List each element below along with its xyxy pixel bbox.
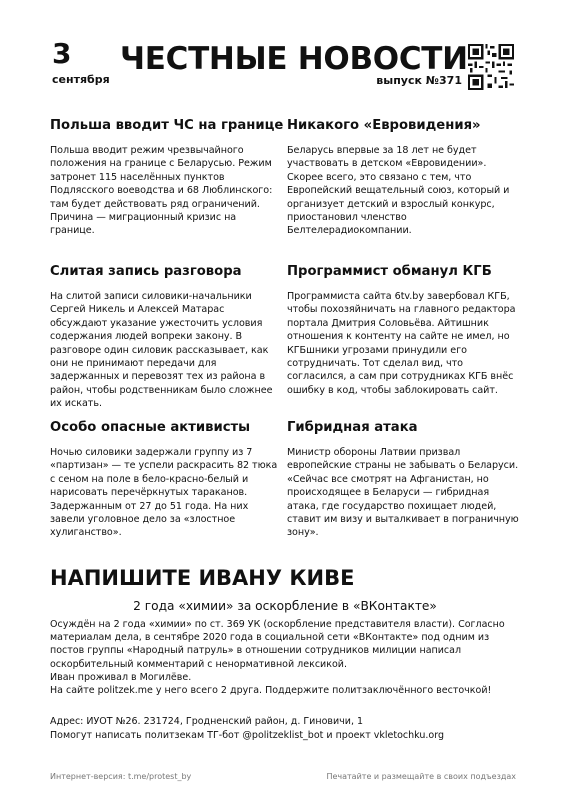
masthead-title: ЧЕСТНЫЕ НОВОСТИ bbox=[120, 41, 468, 77]
article-title: Программист обманул КГБ bbox=[287, 264, 492, 279]
article-title: Особо опасные активисты bbox=[50, 420, 251, 435]
article-body: На слитой записи силовики-начальники Сергей Никель и Алексей Матарас обсуждают указание ужесточить условия содержания людей вопреки закону. В разговоре один силовик рассказывает, как они не принимают передачи для задержанных и перевозят тех из района в район, чтобы родственникам было сложнее их искать. bbox=[50, 291, 273, 410]
article-body: Ночью силовики задержали группу из 7 «партизан» — те успели раскрасить 82 тюка с сеном на поле в бело-красно-белый и нарисовать перечёркнутых тараканов. Задержанным от 27 до 51 года. На них завели уголовное дело за «злостное хулиганство». bbox=[50, 447, 278, 539]
article-body: Беларусь впервые за 18 лет не будет участвовать в детском «Евровидении». Скорее всего, это связано с тем, что Европейский вещательный союз, который и организует детский и взрослый конкурс, приостановил членство Белтелерадиокомпании. bbox=[287, 145, 510, 237]
date-day: 3 bbox=[52, 37, 72, 70]
article-body: Польша вводит режим чрезвычайного положения на границе с Беларусью. Режим затронет 115 населённых пунктов Подлясского воеводства и 68 Люблинского: там будет действовать ряд ограничений. Причина — миграционный кризис на границе. bbox=[50, 145, 273, 237]
date-month: сентября bbox=[52, 73, 110, 86]
appeal-body bbox=[50, 618, 520, 697]
article-body: Министр обороны Латвии призвал европейские страны не забывать о Беларуси. «Сейчас все смотрят на Афганистан, но происходящее в Беларуси — гибридная атака, где государство похищает людей, ставит им визу и выталкивает в пограничную зону». bbox=[287, 447, 519, 539]
article-title: Гибридная атака bbox=[287, 420, 418, 435]
issue-number: выпуск №371 bbox=[376, 74, 462, 87]
appeal-paragraph: Иван проживал в Могилёве. bbox=[50, 671, 192, 683]
article-hybrid-attack bbox=[287, 420, 519, 540]
prison-address: Адрес: ИУОТ №26. 231724, Гродненский район, д. Гиновичи, 1 bbox=[50, 716, 364, 727]
contacts bbox=[50, 715, 520, 743]
article-title: Никакого «Евровидения» bbox=[287, 118, 481, 133]
footer-web-link: Интернет-версия: t.me/protest_by bbox=[50, 772, 192, 781]
article-body: Программиста сайта 6tv.by завербовал КГБ, чтобы похозяйничать на главного редактора портала Дмитрия Соловьёва. Айтишник отношения к контенту на сайте не имел, но КГБшники угрозами принудили его сотрудничать. Тот сделал вид, что согласился, а сам при сотрудниках КГБ внёс ошибку в код, чтобы заблокировать сайт. bbox=[287, 291, 516, 396]
article-title: Польша вводит ЧС на границе bbox=[50, 118, 284, 133]
article-activists bbox=[50, 420, 282, 540]
appeal-subtitle: 2 года «химии» за оскорбление в «ВКонтакте» bbox=[133, 599, 437, 613]
appeal-paragraph: Осуждён на 2 года «химии» по ст. 369 УК (оскорбление представителя власти). Согласно материалам дела, в сентябре 2020 года в социальной сети «ВКонтакте» под одним из постов группы «Народный патруль» в отношении сотрудников милиции написал оскорбительный комментарий с ненормативной лексикой. bbox=[50, 619, 505, 670]
appeal-title: НАПИШИТЕ ИВАНУ КИВЕ bbox=[50, 566, 355, 590]
qr-code-icon bbox=[468, 44, 514, 90]
article-leaked-recording bbox=[50, 264, 282, 411]
article-eurovision bbox=[287, 118, 519, 238]
article-poland bbox=[50, 118, 282, 238]
appeal-paragraph: На сайте politzek.me у него всего 2 друга. Поддержите политзаключённого весточкой! bbox=[50, 685, 492, 697]
article-title: Слитая запись разговора bbox=[50, 264, 242, 279]
help-info: Помогут написать политзекам ТГ-бот @politzeklist_bot и проект vkletochku.org bbox=[50, 730, 444, 741]
footer-print-note: Печатайте и размещайте в своих подъездах bbox=[326, 772, 516, 781]
article-programmer bbox=[287, 264, 519, 397]
